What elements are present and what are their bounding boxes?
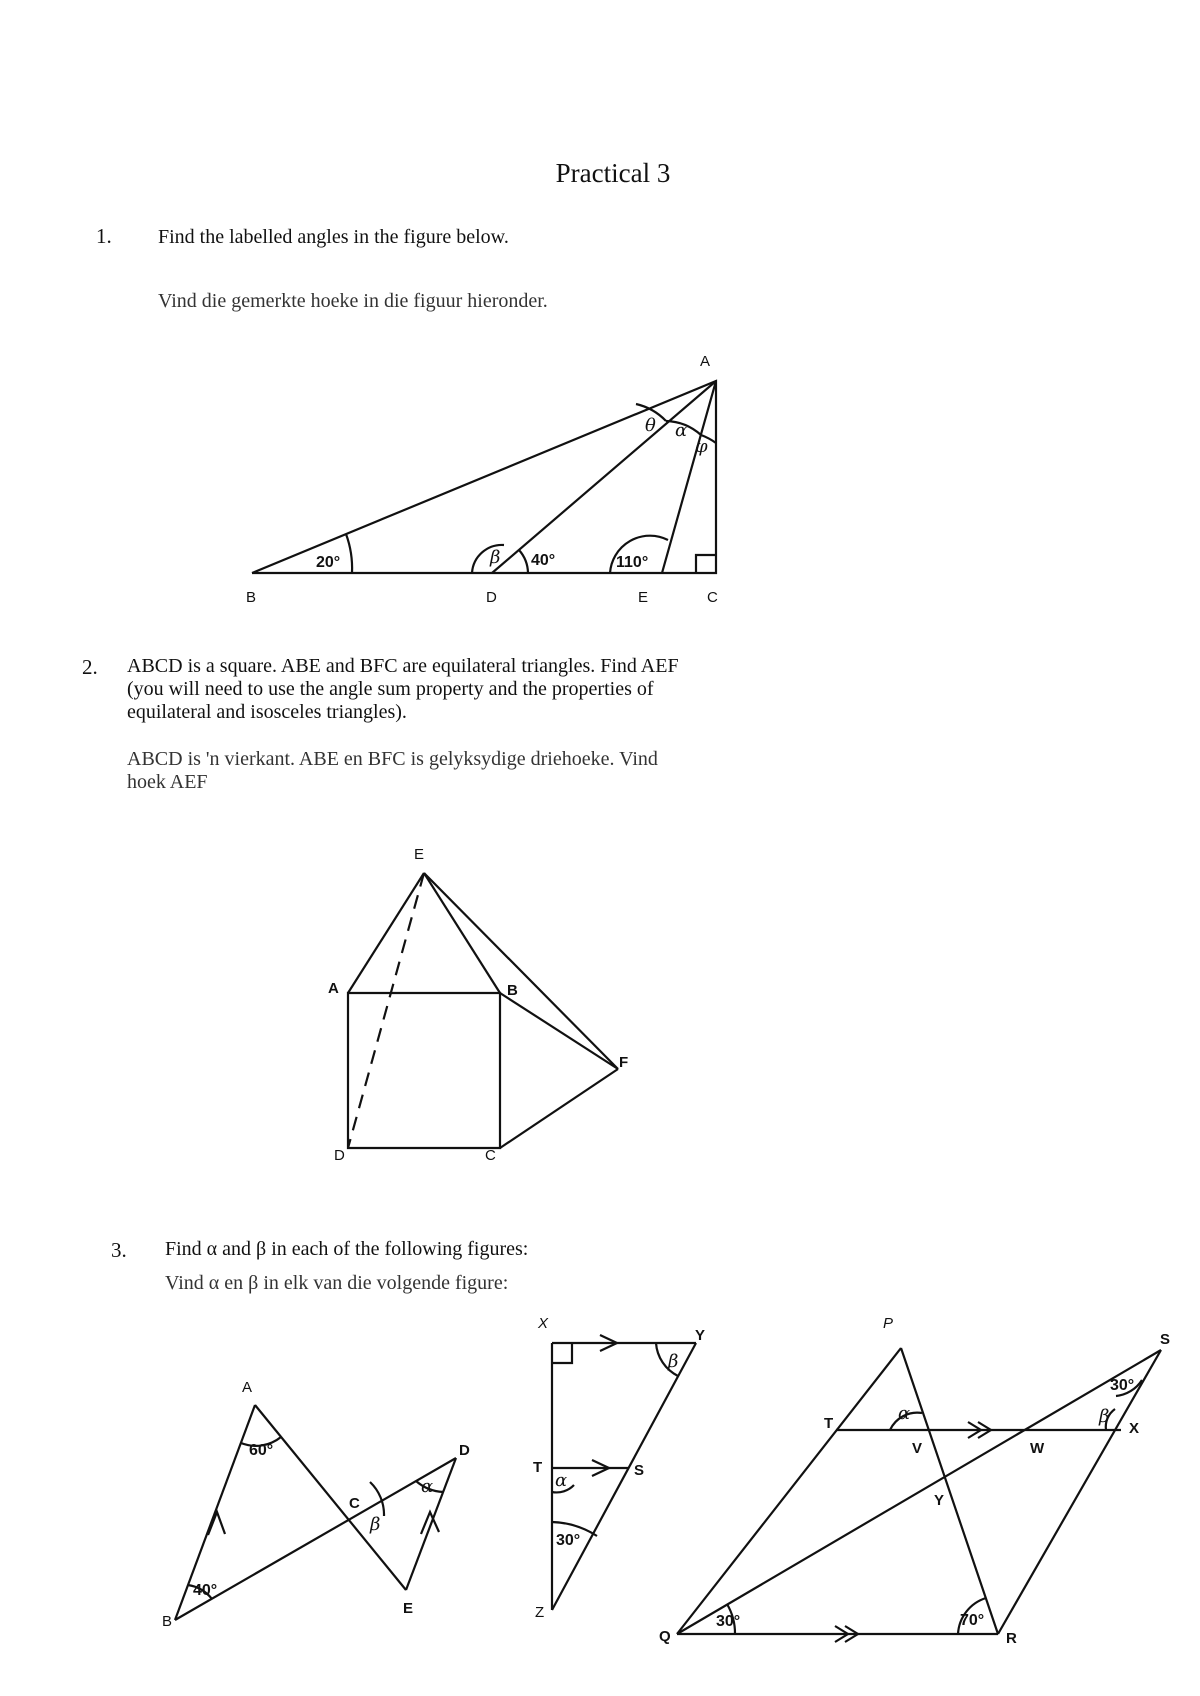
vertex-label-t: T [533, 1459, 543, 1476]
vertex-label-w: W [1030, 1440, 1045, 1457]
segment-pr [901, 1348, 998, 1634]
angle-label-beta: β [370, 1514, 381, 1535]
vertex-label-v: V [912, 1440, 923, 1457]
vertex-label-b: B [162, 1613, 173, 1630]
question-3-english: Find α and β in each of the following figures: [165, 1238, 529, 1260]
vertex-label-a: A [242, 1379, 253, 1396]
figure-2 [328, 846, 628, 1164]
vertex-label-t: T [824, 1415, 834, 1432]
question-2-afrikaans-line: hoek AEF [127, 771, 208, 793]
angle-label-r: 70° [960, 1612, 985, 1629]
vertex-label-c: C [349, 1495, 360, 1512]
segment-yz [552, 1343, 696, 1610]
vertex-label-d: D [334, 1147, 345, 1164]
vertex-label-c: C [485, 1147, 496, 1164]
vertex-label-x: X [538, 1315, 549, 1332]
page-title: Practical 3 [555, 158, 671, 188]
segment-rs [998, 1350, 1161, 1634]
segment-qs [677, 1350, 1161, 1634]
vertex-label-z: Z [535, 1604, 545, 1621]
segment-ef [424, 873, 618, 1069]
question-1-english: Find the labelled angles in the figure below. [158, 226, 509, 248]
angle-label-alpha: α [555, 1470, 568, 1491]
vertex-label-p: P [883, 1315, 894, 1332]
vertex-label-a: A [328, 980, 339, 997]
figure-3a [162, 1379, 470, 1630]
vertex-label-d: D [459, 1442, 470, 1459]
question-2-english-line: ABCD is a square. ABE and BFC are equilateral triangles. Find AEF [127, 655, 679, 677]
question-2-english-line: equilateral and isosceles triangles). [127, 701, 407, 723]
angle-label-s: 30° [1110, 1377, 1135, 1394]
square-abcd [348, 993, 500, 1148]
vertex-label-f: F [619, 1054, 629, 1071]
figure-3c [659, 1315, 1170, 1647]
segment-qp [677, 1348, 901, 1634]
right-angle-marker [696, 555, 716, 573]
angle-label-alpha: α [675, 420, 688, 441]
vertex-label-b: B [246, 589, 257, 606]
question-1-number: 1. [96, 224, 112, 248]
question-2-english-line: (you will need to use the angle sum property and the properties of [127, 678, 654, 700]
figure-1 [246, 353, 718, 606]
angle-label-aeb: 110° [616, 554, 649, 571]
angle-label-z: 30° [556, 1532, 581, 1549]
angle-label-phi: φ [695, 436, 708, 457]
angle-arc-adc [519, 550, 528, 573]
question-2-afrikaans-line: ABCD is 'n vierkant. ABE en BFC is gelyksydige driehoeke. Vind [127, 748, 658, 770]
angle-label-theta: θ [645, 415, 656, 436]
angle-label-b: 20° [316, 554, 341, 571]
vertex-label-y: Y [934, 1492, 945, 1509]
angle-label-beta: β [1099, 1406, 1110, 1427]
vertex-label-b: B [507, 982, 518, 999]
segment-cf [500, 1069, 618, 1148]
angle-label-alpha: α [898, 1403, 911, 1424]
segment-be [424, 873, 500, 993]
right-angle-marker [552, 1343, 572, 1363]
segment-ad [492, 381, 716, 573]
segment-ed-dashed [348, 873, 424, 1148]
question-1-afrikaans: Vind die gemerkte hoeke in die figuur hieronder. [158, 290, 548, 312]
segment-ae [662, 381, 716, 573]
vertex-label-s: S [634, 1462, 645, 1479]
angle-label-b: 40° [193, 1582, 218, 1599]
vertex-label-e: E [403, 1600, 414, 1617]
vertex-label-e: E [414, 846, 425, 863]
vertex-label-s: S [1160, 1331, 1171, 1348]
question-2-number: 2. [82, 655, 98, 679]
vertex-label-e: E [638, 589, 649, 606]
segment-ae [348, 873, 424, 993]
vertex-label-a: A [700, 353, 711, 370]
vertex-label-x: X [1129, 1420, 1140, 1437]
segment-bf [500, 993, 618, 1069]
vertex-label-q: Q [659, 1628, 671, 1645]
parallel-arrow-ed [421, 1512, 439, 1534]
angle-label-beta: β [668, 1351, 679, 1372]
triangle-abc [252, 381, 716, 573]
angle-arc-b [346, 534, 352, 573]
question-3-number: 3. [111, 1238, 127, 1262]
question-3-afrikaans: Vind α en β in elk van die volgende figure: [165, 1272, 509, 1294]
segment-ae [255, 1405, 406, 1590]
angle-label-adc: 40° [531, 552, 556, 569]
angle-label-alpha: α [421, 1476, 434, 1497]
vertex-label-r: R [1006, 1630, 1017, 1647]
angle-label-q: 30° [716, 1613, 741, 1630]
angle-label-beta: β [490, 547, 501, 568]
figure-3b [533, 1315, 705, 1621]
angle-label-a: 60° [249, 1442, 274, 1459]
vertex-label-c: C [707, 589, 718, 606]
vertex-label-d: D [486, 589, 497, 606]
angle-arc-beta [370, 1482, 384, 1516]
vertex-label-y: Y [695, 1327, 706, 1344]
